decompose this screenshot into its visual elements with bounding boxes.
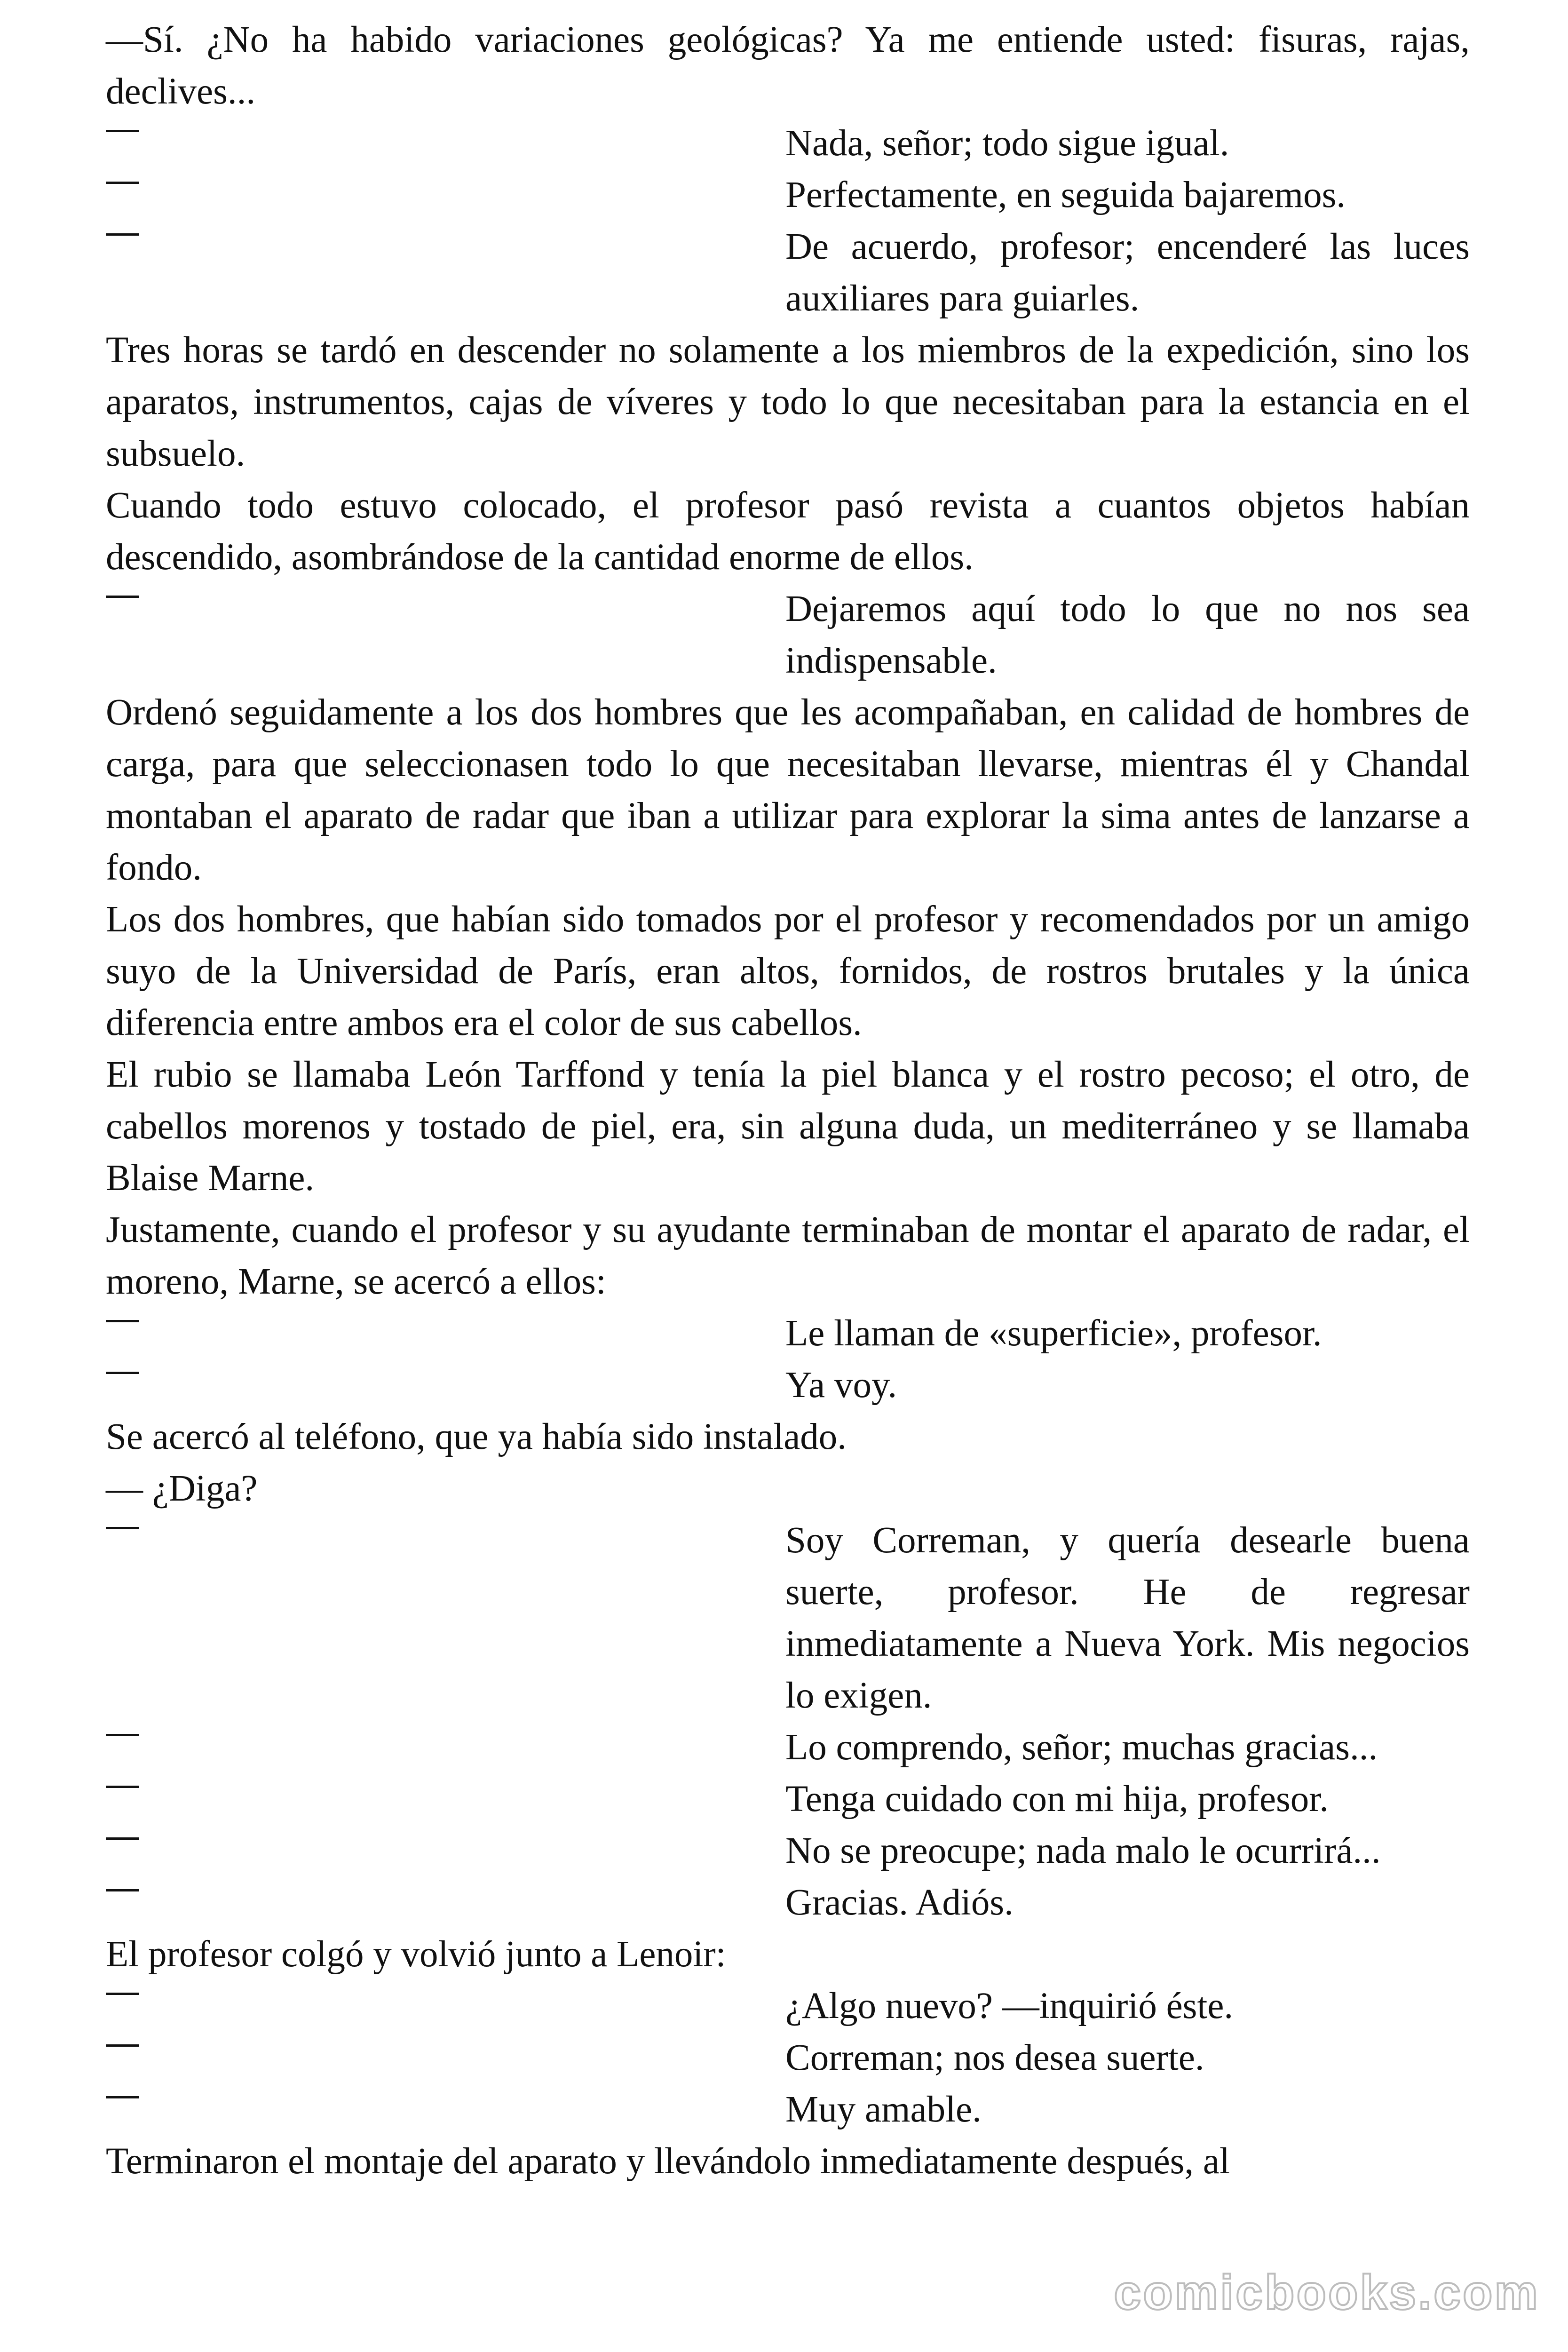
dialogue-text: Gracias. Adiós. <box>785 1882 1014 1923</box>
dialogue-dash <box>106 596 139 598</box>
paragraph: Terminaron el montaje del aparato y llevándolo inmediatamente después, al <box>106 2141 1230 2182</box>
dialogue-line <box>106 1980 1470 2032</box>
dialogue-text: No se preocupe; nada malo le ocurrirá... <box>785 1830 1381 1871</box>
dialogue-line <box>106 2032 1470 2084</box>
dialogue-dash <box>106 2044 139 2047</box>
dialogue-dash <box>106 2096 139 2098</box>
dialogue-line <box>106 1359 1470 1411</box>
dialogue-text: De acuerdo, profesor; encenderé las luces auxiliares para guiarles. <box>785 226 1470 319</box>
dialogue-dash <box>106 233 139 236</box>
dialogue-text: Lo comprendo, señor; muchas gracias... <box>785 1727 1378 1768</box>
dialogue-text: ¿Algo nuevo? —inquirió éste. <box>785 1986 1234 2026</box>
dialogue-line <box>106 1773 1470 1825</box>
dialogue-line <box>106 1515 1470 1722</box>
watermark-logo: comicbooks.com <box>1114 2265 1540 2320</box>
dialogue-dash <box>106 1527 139 1529</box>
paragraph: Los dos hombres, que habían sido tomados por el profesor y recomendados por un amigo suyo de la Universidad de París, eran altos, fornidos, de rostros brutales y la única diferencia entre ambos era el color de sus cabellos. <box>106 899 1470 1043</box>
dialogue-line <box>106 169 1470 221</box>
paragraph: Ordenó seguidamente a los dos hombres que les acompañaban, en calidad de hombres de carga, para que seleccionasen todo lo que necesitaban llevarse, mientras él y Chandal montaban el aparato de radar que iban a utilizar para explorar la sima antes de lanzarse a fondo. <box>106 692 1470 888</box>
dialogue-dash <box>106 130 139 132</box>
dialogue-line <box>106 2084 1470 2136</box>
dialogue-line <box>106 1825 1470 1877</box>
paragraph: Tres horas se tardó en descender no solamente a los miembros de la expedición, sino los aparatos, instrumentos, cajas de víveres y todo lo que necesitaban para la estancia en el subsuelo. <box>106 330 1470 474</box>
paragraph: —Sí. ¿No ha habido variaciones geológicas? Ya me entiende usted: fisuras, rajas, declives... <box>106 19 1470 112</box>
dialogue-text: Nada, señor; todo sigue igual. <box>785 123 1229 164</box>
dialogue-line <box>106 1877 1470 1929</box>
paragraph: Justamente, cuando el profesor y su ayudante terminaban de montar el aparato de radar, el moreno, Marne, se acercó a ellos: <box>106 1209 1470 1302</box>
paragraph: El profesor colgó y volvió junto a Lenoir: <box>106 1934 726 1975</box>
dialogue-line <box>106 1308 1470 1359</box>
dialogue-text: Tenga cuidado con mi hija, profesor. <box>785 1779 1329 1820</box>
dialogue-line <box>106 583 1470 687</box>
paragraph: Se acercó al teléfono, que ya había sido instalado. <box>106 1416 847 1457</box>
dialogue-text: Muy amable. <box>785 2089 982 2130</box>
book-page <box>106 14 1470 2187</box>
paragraph: Cuando todo estuvo colocado, el profesor pasó revista a cuantos objetos habían descendido, asombrándose de la cantidad enorme de ellos. <box>106 485 1470 578</box>
dialogue-line <box>106 1722 1470 1773</box>
dialogue-text: Ya voy. <box>785 1365 897 1406</box>
dialogue-text: Correman; nos desea suerte. <box>785 2037 1204 2078</box>
dialogue-dash <box>106 1837 139 1840</box>
dialogue-dash <box>106 1993 139 1995</box>
dialogue-dash <box>106 182 139 184</box>
dialogue-text: Le llaman de «superficie», profesor. <box>785 1313 1322 1354</box>
dialogue-line <box>106 118 1470 169</box>
dialogue-text: Perfectamente, en seguida bajaremos. <box>785 175 1346 215</box>
dialogue-dash <box>106 1889 139 1891</box>
dialogue-text: Dejaremos aquí todo lo que no nos sea indispensable. <box>785 588 1470 681</box>
dialogue-dash <box>106 1372 139 1374</box>
dialogue-dash <box>106 1786 139 1788</box>
dialogue-dash <box>106 1320 139 1322</box>
paragraph: El rubio se llamaba León Tarffond y tenía la piel blanca y el rostro pecoso; el otro, de cabellos morenos y tostado de piel, era, sin alguna duda, un mediterráneo y se llamaba Blaise Marne. <box>106 1054 1470 1199</box>
dialogue-dash <box>106 1734 139 1736</box>
dialogue-line <box>106 221 1470 325</box>
dialogue-text: Soy Correman, y quería desearle buena suerte, profesor. He de regresar inmediatamente a Nueva York. Mis negocios lo exigen. <box>785 1520 1470 1716</box>
paragraph: — ¿Diga? <box>106 1468 258 1509</box>
